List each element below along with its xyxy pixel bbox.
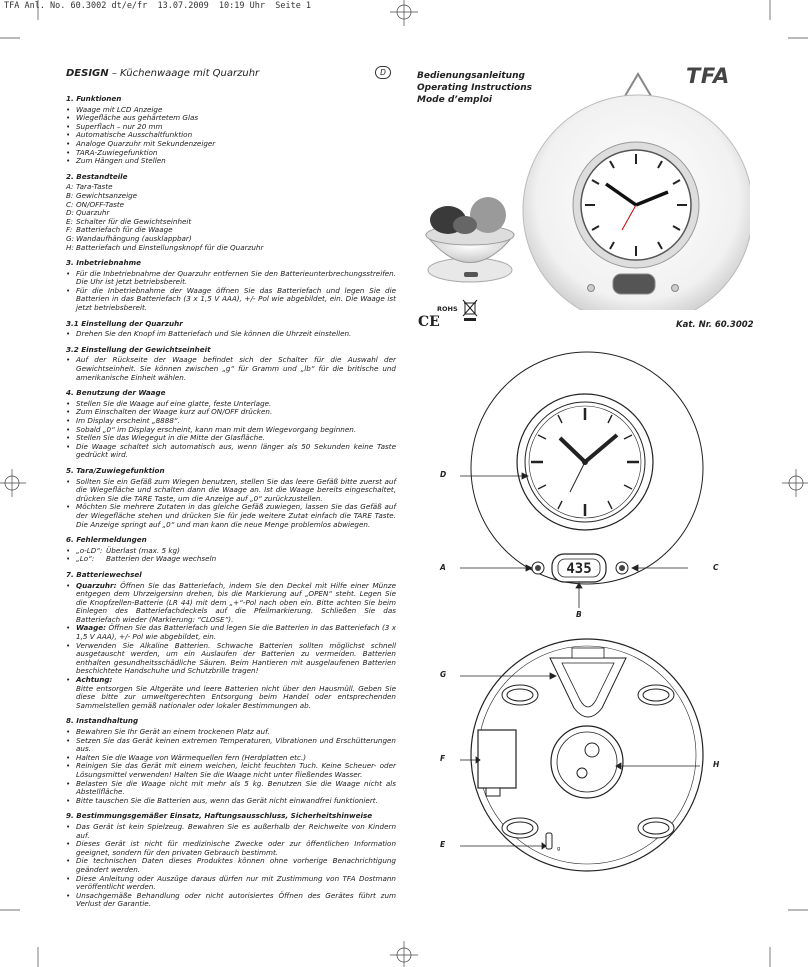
list-item: • Automatische Ausschaltfunktion — [66, 131, 396, 140]
list-item: • Bitte tauschen Sie die Batterien aus, wenn das Gerät nicht einwandfrei funktioniert. — [66, 797, 396, 806]
section-heading: 9. Bestimmungsgemäßer Einsatz, Haftungsausschluss, Sicherheitshinweise — [66, 811, 373, 821]
list-item: • Superflach – nur 20 mm — [66, 123, 396, 132]
ce-mark: CE — [418, 314, 440, 330]
section-heading: 3. Inbetriebnahme — [66, 258, 141, 268]
manual-title-fr: Mode d’emploi — [417, 95, 492, 105]
list-item: • Für die Inbetriebnahme der Quarzuhr entfernen Sie den Batterieunterbrechungsstreifen. Die Uhr ist jetzt betriebsbereit. — [66, 270, 396, 287]
tfa-logo: TFA — [686, 64, 730, 88]
list-item: • Belasten Sie die Waage nicht mit mehr als 5 kg. Benutzen Sie die Waage nicht als Abstellfläche. — [66, 780, 396, 797]
list-item: C: ON/OFF-Taste — [66, 199, 125, 209]
section-heading: 1. Funktionen — [66, 94, 122, 103]
label-c: C — [713, 563, 719, 572]
section-maintenance — [66, 717, 396, 805]
label-e: E — [440, 840, 446, 849]
list-item: • Für die Inbetriebnahme der Waage öffnen Sie das Batteriefach und legen Sie die Batterien in das Batteriefach (3 x 1,5 V AAA), +/- Pol wie abgebildet, ein. Die Waage ist jetzt betriebsbereit. — [66, 287, 396, 313]
list-item: • Dieses Gerät ist nicht für medizinische Zwecke oder zur öffentlichen Information geeignet, sondern für den privaten Gebrauch bestimmt. — [66, 840, 396, 857]
label-b: B — [576, 610, 582, 619]
section-unit-setting — [66, 346, 396, 382]
manual-title-de: Bedienungsanleitung — [417, 71, 525, 81]
list-item: • Quarzuhr: Öffnen Sie das Batteriefach, indem Sie den Deckel mit Hilfe einer Münze entgegen dem Uhrzeigersinn drehen, bis die Markierung auf „OPEN“ steht. Legen Sie die Knopfzellen-Batterie (LR 44) mit dem „+“-Pol nach oben ein. Bitte achten Sie beim Einlegen des Batteriefachdeckels auf die Pfeilmarkierung. Schließen Sie das Batteriefach wieder (Markierung: “CLOSE”). — [66, 582, 396, 625]
list-item: E: Schalter für die Gewichtseinheit — [66, 216, 192, 226]
section-heading: 4. Benutzung der Waage — [66, 388, 166, 398]
section-functions — [66, 95, 396, 166]
section-heading: 6. Fehlermeldungen — [66, 535, 147, 545]
section-heading: 5. Tara/Zuwiegefunktion — [66, 465, 165, 475]
instructions-column — [66, 95, 396, 909]
list-item: • Unsachgemäße Behandlung oder nicht autorisiertes Öffnen des Gerätes führt zum Verlust der Garantie. — [66, 892, 396, 909]
list-item: • Halten Sie die Waage von Wärmequellen fern (Herdplatten etc.) — [66, 754, 396, 763]
weee-bin-icon — [462, 298, 478, 322]
list-item: • Stellen Sie die Waage auf eine glatte, feste Unterlage. — [66, 400, 396, 409]
section-errors — [66, 536, 396, 564]
list-item: B: Gewichtsanzeige — [66, 190, 138, 200]
list-item: • Setzen Sie das Gerät keinen extremen Temperaturen, Vibrationen und Erschütterungen aus. — [66, 737, 396, 754]
list-item: • Drehen Sie den Knopf im Batteriefach und Sie können die Uhrzeit einstellen. — [66, 330, 396, 339]
list-item: • Waage mit LCD Anzeige — [66, 106, 396, 115]
product-photo — [410, 60, 750, 310]
list-item: • Reinigen Sie das Gerät mit einem weichen, leicht feuchten Tuch. Keine Scheuer- oder Lösungsmittel verwenden! Halten Sie die Waage nicht unter fließendes Wasser. — [66, 762, 396, 779]
section-heading: 7. Batteriewechsel — [66, 569, 142, 579]
list-item: • Waage: Öffnen Sie das Batteriefach und legen Sie die Batterien in das Batteriefach (3 x 1,5 V AAA), +/- Pol wie abgebildet, ein. — [66, 624, 396, 641]
list-item: • Sollten Sie ein Gefäß zum Wiegen benutzen, stellen Sie das leere Gefäß bitte zuerst auf die Wiegefläche und schalten dann die Waage an. Ist die Waage bereits eingeschaltet, drücken Sie die TARE Taste, um die Anzeige auf „0“ zurückzustellen. — [66, 478, 396, 504]
list-item: H: Batteriefach und Einstellungsknopf für die Quarzuhr — [66, 242, 264, 252]
list-item: D: Quarzuhr — [66, 208, 110, 218]
list-item: • „Lo“: Batterien der Waage wechseln — [66, 555, 396, 564]
lcd-readout: 435 — [566, 561, 592, 577]
print-slug: TFA Anl. No. 60.3002 dt/e/fr 13.07.2009 10:19 Uhr Seite 1 — [4, 1, 312, 11]
list-item: • Die technischen Daten dieses Produktes können ohne vorherige Benachrichtigung geändert werden. — [66, 857, 396, 874]
list-item: • Wiegefläche aus gehärtetem Glas — [66, 114, 396, 123]
list-item: • Analoge Quarzuhr mit Sekundenzeiger — [66, 140, 396, 149]
list-item: • Verwenden Sie Alkaline Batterien. Schwache Batterien sollten möglichst schnell ausgetauscht werden, um ein Auslaufen der Batterien zu vermeiden. Batterien enthalten gesundheitsschädliche Säuren. Beim Hantieren mit ausgelaufenen Batterien beschichtete Handschuhe und Schutzbrille tragen! — [66, 642, 396, 676]
list-item: • Im Display erscheint „8888“. — [66, 417, 396, 426]
section-intended-use — [66, 812, 396, 909]
list-item: • Zum Einschalten der Waage kurz auf ON/OFF drücken. — [66, 408, 396, 417]
disposal-note: Bitte entsorgen Sie Altgeräte und leere Batterien nicht über den Hausmüll. Geben Sie diese bitte zur umweltgerechten Entsorgung beim Handel oder entsprechenden Sammelstellen gemäß nationaler oder lokaler Bestimmungen ab. — [76, 683, 396, 710]
section-tare — [66, 467, 396, 529]
section-components — [66, 173, 396, 252]
list-item: • Bewahren Sie Ihr Gerät an einem trockenen Platz auf. — [66, 728, 396, 737]
section-battery — [66, 571, 396, 711]
list-item: A: Tara-Taste — [66, 182, 113, 192]
rohs-mark: ROHS — [437, 305, 458, 313]
title-rest: – Küchenwaage mit Quarzuhr — [108, 68, 260, 79]
label-a: A — [440, 563, 446, 572]
list-item: • Sobald „0“ im Display erscheint, kann man mit dem Wiegevorgang beginnen. — [66, 426, 396, 435]
section-heading: 3.1 Einstellung der Quarzuhr — [66, 318, 183, 328]
front-view-diagram — [430, 350, 730, 620]
label-h: H — [713, 760, 720, 769]
list-item: F: Batteriefach für die Waage — [66, 225, 173, 235]
list-item: • Die Waage schaltet sich automatisch aus, wenn länger als 50 Sekunden keine Taste gedrückt wird. — [66, 443, 396, 460]
section-usage — [66, 389, 396, 460]
list-item: • Diese Anleitung oder Auszüge daraus dürfen nur mit Zustimmung von TFA Dostmann veröffentlicht werden. — [66, 875, 396, 892]
page-title — [66, 68, 259, 79]
section-clock-setting — [66, 320, 396, 339]
label-f: F — [440, 754, 446, 763]
section-setup — [66, 259, 396, 313]
catalog-number: Kat. Nr. 60.3002 — [676, 320, 754, 330]
language-badge: D — [375, 66, 391, 79]
svg-text:g: g — [557, 846, 561, 852]
label-d: D — [440, 470, 447, 479]
back-view-diagram — [430, 630, 730, 900]
list-item: • Zum Hängen und Stellen — [66, 157, 396, 166]
section-heading: 3.2 Einstellung der Gewichtseinheit — [66, 344, 211, 354]
list-item: • Das Gerät ist kein Spielzeug. Bewahren Sie es außerhalb der Reichweite von Kindern auf. — [66, 823, 396, 840]
section-heading: 2. Bestandteile — [66, 171, 128, 181]
list-item: • Auf der Rückseite der Waage befindet sich der Schalter für die Auswahl der Gewichtseinheit. Sie können zwischen „g“ für Gramm und „lb“ für die britische und amerikanische Einheit wählen. — [66, 356, 396, 382]
section-heading: 8. Instandhaltung — [66, 716, 139, 726]
list-item: • TARA-Zuwiegefunktion — [66, 149, 396, 158]
list-item: G: Wandaufhängung (ausklappbar) — [66, 233, 192, 243]
title-brand: DESIGN — [66, 68, 109, 79]
list-item: • Achtung: — [66, 676, 396, 685]
label-g: G — [440, 670, 447, 679]
list-item: • „o-LD“: Überlast (max. 5 kg) — [66, 547, 396, 556]
list-item: • Stellen Sie das Wiegegut in die Mitte der Glasfläche. — [66, 434, 396, 443]
list-item: • Möchten Sie mehrere Zutaten in das gleiche Gefäß zuwiegen, lassen Sie das Gefäß auf der Wiegefläche stehen und drücken Sie für jede weitere Zutat einfach die TARE Taste. Die Anzeige springt auf „0“ und man kann die neue Menge problemlos abwiegen. — [66, 503, 396, 529]
manual-title-en: Operating Instructions — [417, 83, 533, 93]
